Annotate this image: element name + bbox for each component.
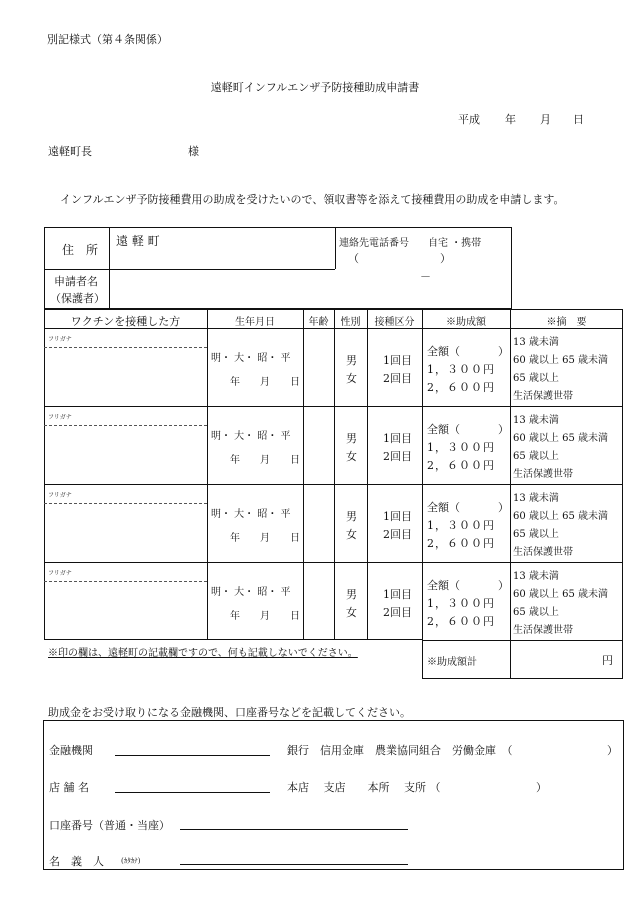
- sex-male: 男: [346, 588, 357, 601]
- total-unit: 円: [602, 654, 613, 667]
- amount-full: 全額（: [427, 579, 460, 592]
- sex-female: 女: [346, 528, 357, 541]
- amount-2600: 2，６００円: [427, 459, 495, 472]
- dose-1: 1回目: [383, 432, 412, 445]
- birth-eras: 明・ 大・ 昭・ 平: [211, 431, 291, 442]
- birth-eras: 明・ 大・ 昭・ 平: [211, 353, 291, 364]
- holder-input[interactable]: [180, 864, 408, 865]
- account-input[interactable]: [180, 829, 408, 830]
- date-era: 平成: [458, 113, 480, 126]
- birth-eras: 明・ 大・ 昭・ 平: [211, 587, 291, 598]
- amount-full-close: ）: [498, 501, 509, 514]
- furigana-divider: [44, 347, 207, 348]
- address-label: 住 所: [62, 243, 99, 257]
- header-dose: 接種区分: [374, 317, 415, 328]
- dose-1: 1回目: [383, 510, 412, 523]
- amount-full-close: ）: [498, 423, 509, 436]
- summary-over65: 65 歳以上: [513, 373, 559, 384]
- amount-1300: 1，３００円: [427, 441, 495, 454]
- summary-60to65: 60 歳以上 65 歳未満: [513, 433, 608, 444]
- account-label: 口座番号（普通・当座）: [49, 819, 170, 832]
- dose-2: 2回目: [383, 450, 412, 463]
- table-note: ※印の欄は、遠軽町の記載欄ですので、何も記載しないでください。: [48, 648, 358, 659]
- amount-2600: 2，６００円: [427, 537, 495, 550]
- contact-type: 自宅 ・携帯: [428, 238, 482, 249]
- amount-1300: 1，３００円: [427, 519, 495, 532]
- header-summary: ※摘 要: [546, 317, 587, 328]
- birth-eras: 明・ 大・ 昭・ 平: [211, 509, 291, 520]
- intro-text: インフルエンザ予防接種費用の助成を受けたいので、領収書等を添えて接種費用の助成を申請します。: [60, 193, 565, 206]
- date-month: 月: [540, 113, 551, 126]
- branch-input[interactable]: [115, 792, 270, 793]
- address-value[interactable]: 遠 軽 町: [116, 234, 160, 248]
- summary-under13: 13 歳未満: [513, 571, 559, 582]
- header-birth: 生年月日: [235, 317, 275, 328]
- furigana-divider: [44, 581, 207, 582]
- birth-ymd: 年 月 日: [230, 611, 300, 622]
- institution-input[interactable]: [115, 755, 270, 756]
- amount-full-close: ）: [498, 345, 509, 358]
- dose-2: 2回目: [383, 528, 412, 541]
- addressee-honorific: 様: [188, 145, 199, 158]
- summary-under13: 13 歳未満: [513, 415, 559, 426]
- sex-female: 女: [346, 450, 357, 463]
- header-amount: ※助成額: [446, 317, 486, 328]
- date-year: 年: [505, 113, 516, 126]
- applicant-name-label: 申請者名: [54, 275, 98, 288]
- contact-paren-close: ）: [440, 252, 451, 265]
- amount-full: 全額（: [427, 501, 460, 514]
- amount-2600: 2，６００円: [427, 381, 495, 394]
- header-age: 年齢: [308, 317, 329, 328]
- furigana-divider: [44, 425, 207, 426]
- furigana-label: フリガナ: [48, 570, 72, 577]
- summary-welfare: 生活保護世帯: [513, 625, 573, 636]
- summary-60to65: 60 歳以上 65 歳未満: [513, 589, 608, 600]
- form-label: 別記様式（第４条関係）: [47, 33, 168, 46]
- contact-paren-open: （: [348, 252, 359, 265]
- sex-female: 女: [346, 372, 357, 385]
- amount-full: 全額（: [427, 345, 460, 358]
- dose-1: 1回目: [383, 354, 412, 367]
- header-person: ワクチンを接種した方: [70, 315, 181, 328]
- contact-dash: －: [420, 270, 431, 283]
- branch-label: 店 舗 名: [49, 781, 89, 794]
- header-sex: 性別: [340, 317, 361, 328]
- furigana-label: フリガナ: [48, 414, 72, 421]
- holder-kana: (ｶﾀｶﾅ): [121, 857, 141, 865]
- summary-over65: 65 歳以上: [513, 529, 559, 540]
- amount-1300: 1，３００円: [427, 363, 495, 376]
- institution-label: 金融機関: [49, 744, 93, 757]
- branch-close: ）: [536, 781, 547, 794]
- amount-full-close: ）: [498, 579, 509, 592]
- amount-1300: 1，３００円: [427, 597, 495, 610]
- sex-male: 男: [346, 432, 357, 445]
- date-day: 日: [573, 113, 584, 126]
- furigana-label: フリガナ: [48, 336, 72, 343]
- contact-label: 連絡先電話番号: [339, 238, 409, 249]
- summary-welfare: 生活保護世帯: [513, 547, 573, 558]
- dose-2: 2回目: [383, 606, 412, 619]
- sex-male: 男: [346, 510, 357, 523]
- summary-welfare: 生活保護世帯: [513, 469, 573, 480]
- summary-welfare: 生活保護世帯: [513, 391, 573, 402]
- bank-intro: 助成金をお受け取りになる金融機関、口座番号などを記載してください。: [48, 706, 411, 719]
- dose-2: 2回目: [383, 372, 412, 385]
- page-title: 遠軽町インフルエンザ予防接種助成申請書: [210, 81, 420, 94]
- holder-label: 名 義 人: [49, 855, 104, 868]
- amount-2600: 2，６００円: [427, 615, 495, 628]
- summary-over65: 65 歳以上: [513, 607, 559, 618]
- dose-1: 1回目: [383, 588, 412, 601]
- sex-female: 女: [346, 606, 357, 619]
- summary-60to65: 60 歳以上 65 歳未満: [513, 355, 608, 366]
- birth-ymd: 年 月 日: [230, 455, 300, 466]
- applicant-guardian-label: （保護者）: [50, 292, 105, 305]
- sex-male: 男: [346, 354, 357, 367]
- amount-full: 全額（: [427, 423, 460, 436]
- institution-close: ）: [607, 744, 618, 757]
- institution-options: 銀行 信用金庫 農業協同組合 労働金庫 （: [287, 744, 513, 757]
- birth-ymd: 年 月 日: [230, 533, 300, 544]
- furigana-label: フリガナ: [48, 492, 72, 499]
- summary-over65: 65 歳以上: [513, 451, 559, 462]
- furigana-divider: [44, 503, 207, 504]
- branch-options: 本店 支店 本所 支所 （: [287, 781, 441, 794]
- birth-ymd: 年 月 日: [230, 377, 300, 388]
- addressee-name: 遠軽町長: [48, 145, 92, 158]
- summary-60to65: 60 歳以上 65 歳未満: [513, 511, 608, 522]
- total-label: ※助成額計: [427, 657, 477, 668]
- summary-under13: 13 歳未満: [513, 337, 559, 348]
- summary-under13: 13 歳未満: [513, 493, 559, 504]
